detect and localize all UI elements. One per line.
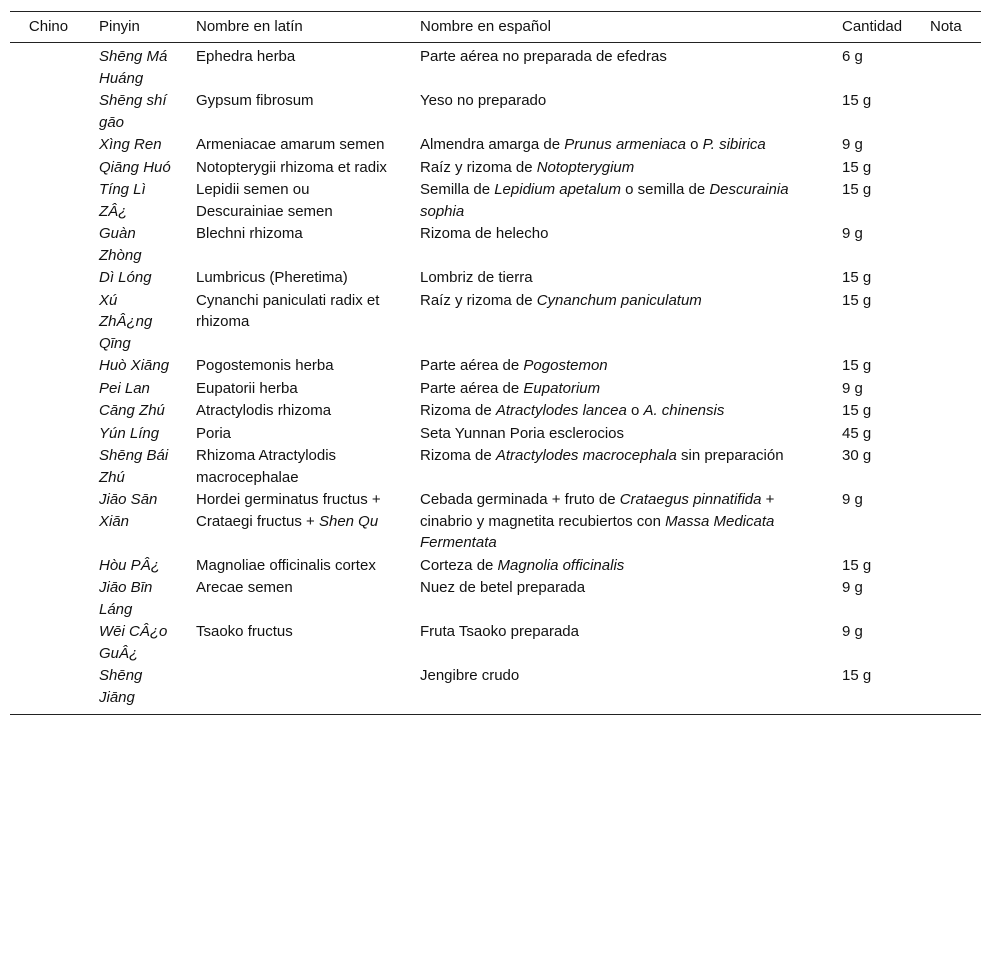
cell-quantity: 9 g <box>842 136 863 153</box>
table-row <box>10 43 981 91</box>
col-header-pinyin: Pinyin <box>87 12 184 43</box>
cell-quantity: 15 g <box>830 665 918 715</box>
cell-latin-name: Cynanchi paniculati radix et rhizoma <box>196 291 380 330</box>
cell-spanish-name <box>408 621 830 665</box>
cell-quantity: 30 g <box>842 447 872 464</box>
italic-segment: Descurainia sophia <box>420 181 789 220</box>
cell-pinyin: Shēng Bái Zhú <box>99 447 169 486</box>
cell-quantity: 15 g <box>842 402 872 419</box>
italic-segment: A. chinensis <box>643 402 725 419</box>
cell-spanish-name <box>408 378 830 401</box>
cell-pinyin: Cāng Zhú <box>99 402 165 419</box>
cell-latin-name: Magnoliae officinalis cortex <box>196 556 376 574</box>
cell-pinyin: Yún Líng <box>99 424 160 442</box>
italic-segment: Notopterygium <box>536 158 635 176</box>
text-segment: + cinabrio y magnetita recubiertos con <box>420 491 775 530</box>
table-row <box>10 577 981 621</box>
text-segment: Almendra amarga de <box>420 136 565 153</box>
text-segment: Nuez de betel preparada <box>420 579 586 596</box>
cell-chinese <box>10 423 87 446</box>
italic-segment: Cynanchum paniculatum <box>536 291 702 309</box>
cell-latin-name: Eupatorii herba <box>196 379 298 397</box>
cell-spanish-name <box>408 223 830 267</box>
cell-pinyin: Dì Lóng <box>99 269 152 286</box>
table-row <box>10 157 981 180</box>
text-segment: o semilla de <box>620 181 710 198</box>
cell-spanish-name <box>408 267 830 290</box>
cell-chinese <box>10 90 87 134</box>
table-row <box>10 445 981 489</box>
cell-note <box>918 43 981 91</box>
cell-quantity: 15 g <box>842 92 872 109</box>
cell-chinese <box>10 290 87 356</box>
text-segment: Yeso no preparado <box>420 92 547 109</box>
cell-chinese <box>10 355 87 378</box>
cell-quantity: 15 g <box>842 556 872 574</box>
cell-note <box>918 267 981 290</box>
cell-latin-name: Arecae semen <box>196 579 293 596</box>
cell-spanish-name <box>408 134 830 157</box>
italic-segment: Pogostemon <box>523 357 608 374</box>
cell-pinyin: Wēi CÂ¿o GuÂ¿ <box>99 623 168 662</box>
table-row <box>10 423 981 446</box>
italic-segment: Prunus armeniaca <box>564 136 686 153</box>
cell-note <box>918 179 981 223</box>
cell-spanish-name <box>408 577 830 621</box>
table-body <box>10 43 981 715</box>
italic-segment: Atractylodes lancea <box>495 402 627 419</box>
cell-note <box>918 157 981 180</box>
cell-latin-name: Lepidii semen ou Descurainiae semen <box>196 181 333 220</box>
cell-latin-name: Pogostemonis herba <box>196 357 334 374</box>
text-segment: Semilla de <box>420 181 495 198</box>
italic-segment: Shen Qu <box>318 512 379 530</box>
text-segment: o <box>685 136 703 153</box>
cell-chinese <box>10 577 87 621</box>
text-segment: Corteza de <box>420 556 498 574</box>
cell-note <box>918 423 981 446</box>
table-row <box>10 555 981 578</box>
text-segment: Parte aérea de <box>420 379 524 397</box>
cell-latin-name: Notopterygii rhizoma et radix <box>196 158 387 176</box>
text-segment: Parte aérea de <box>420 357 524 374</box>
cell-pinyin: Guàn Zhòng <box>99 225 142 264</box>
italic-segment: Massa Medicata Fermentata <box>420 512 775 551</box>
cell-spanish-name <box>408 665 830 715</box>
cell-latin-name <box>184 489 408 555</box>
cell-pinyin: Huò Xiāng <box>99 357 170 374</box>
cell-spanish-name <box>408 489 830 555</box>
italic-segment: Crataegus pinnatifida <box>619 491 762 508</box>
cell-pinyin: Tíng Lì ZÂ¿ <box>99 181 146 220</box>
text-segment: Parte aérea no preparada de efedras <box>420 48 667 65</box>
cell-latin-name: Lumbricus (Pheretima) <box>196 269 348 286</box>
cell-note <box>918 445 981 489</box>
cell-pinyin: Hòu PÂ¿ <box>99 556 160 574</box>
table-row <box>10 267 981 290</box>
text-segment: Lombriz de tierra <box>420 269 533 286</box>
cell-latin-name: Poria <box>196 424 232 442</box>
table-row <box>10 621 981 665</box>
cell-quantity: 9 g <box>842 579 863 596</box>
italic-segment: Eupatorium <box>523 379 601 397</box>
cell-spanish-name <box>408 355 830 378</box>
cell-chinese <box>10 445 87 489</box>
cell-quantity: 15 g <box>842 291 872 309</box>
italic-segment: Magnolia officinalis <box>497 556 625 574</box>
cell-quantity: 9 g <box>842 491 863 508</box>
cell-latin-name: Armeniacae amarum semen <box>196 136 385 153</box>
cell-latin-name <box>184 665 408 715</box>
cell-pinyin: Xìng Ren <box>99 136 162 153</box>
table-row <box>10 90 981 134</box>
cell-quantity: 6 g <box>842 48 863 65</box>
text-segment: Raíz y rizoma de <box>420 291 537 309</box>
cell-pinyin: Shēng Má Huáng <box>99 48 168 87</box>
cell-pinyin: Shēng Jiāng <box>87 665 184 715</box>
cell-latin-name: Atractylodis rhizoma <box>196 402 332 419</box>
cell-latin-name: Blechni rhizoma <box>196 225 303 242</box>
cell-pinyin: Xú ZhÂ¿ng Qīng <box>99 291 153 352</box>
cell-note <box>918 134 981 157</box>
cell-quantity: 9 g <box>842 623 863 640</box>
table-row <box>10 179 981 223</box>
text-segment: Rizoma de helecho <box>420 225 549 242</box>
col-header-quantity: Cantidad <box>830 12 918 43</box>
italic-segment: Lepidium apetalum <box>494 181 621 198</box>
cell-note <box>918 555 981 578</box>
cell-chinese <box>10 489 87 555</box>
text-segment: sin preparación <box>676 447 784 464</box>
text-segment: Raíz y rizoma de <box>420 158 537 176</box>
cell-chinese <box>10 400 87 423</box>
table-row <box>10 290 981 356</box>
cell-spanish-name <box>408 43 830 91</box>
cell-latin-name: Tsaoko fructus <box>196 623 293 640</box>
cell-note <box>918 489 981 555</box>
table-row <box>10 489 981 555</box>
table-row <box>10 665 981 715</box>
cell-chinese <box>10 179 87 223</box>
col-header-latin: Nombre en latín <box>184 12 408 43</box>
text-segment: o <box>626 402 644 419</box>
table-row <box>10 223 981 267</box>
cell-chinese <box>10 223 87 267</box>
cell-note <box>918 290 981 356</box>
cell-chinese <box>10 134 87 157</box>
cell-quantity: 9 g <box>842 379 863 397</box>
cell-chinese <box>10 43 87 91</box>
col-header-note: Nota <box>918 12 981 43</box>
table-row <box>10 134 981 157</box>
cell-pinyin: Qiāng Huó <box>99 158 171 176</box>
text-segment: Seta Yunnan Poria esclerocios <box>420 424 625 442</box>
cell-latin-name: Ephedra herba <box>196 48 296 65</box>
cell-pinyin: Pei Lan <box>99 379 150 397</box>
cell-quantity: 15 g <box>842 181 872 198</box>
cell-chinese <box>10 378 87 401</box>
herb-formula-table <box>10 11 981 715</box>
text-segment: Rizoma de <box>420 402 496 419</box>
table-row <box>10 378 981 401</box>
text-segment: Fruta Tsaoko preparada <box>420 623 579 640</box>
cell-note <box>918 355 981 378</box>
col-header-chinese: Chino <box>10 12 87 43</box>
cell-spanish-name <box>408 555 830 578</box>
cell-spanish-name <box>408 423 830 446</box>
italic-segment: P. sibirica <box>702 136 766 153</box>
col-header-spanish: Nombre en español <box>408 12 830 43</box>
cell-quantity: 9 g <box>842 225 863 242</box>
cell-note <box>918 400 981 423</box>
cell-pinyin: Jiāo Sān Xiān <box>99 491 158 530</box>
cell-chinese <box>10 621 87 665</box>
cell-spanish-name <box>408 90 830 134</box>
table-row <box>10 400 981 423</box>
cell-quantity: 15 g <box>842 269 872 286</box>
cell-pinyin: Shēng shí gāo <box>99 92 167 131</box>
cell-note <box>918 378 981 401</box>
cell-note <box>918 90 981 134</box>
cell-quantity: 15 g <box>842 158 872 176</box>
cell-chinese <box>10 555 87 578</box>
italic-segment: Atractylodes macrocephala <box>495 447 677 464</box>
cell-pinyin: Jiāo Bīn Láng <box>99 579 153 618</box>
text-segment: Rizoma de <box>420 447 496 464</box>
cell-latin-name: Gypsum fibrosum <box>196 92 314 109</box>
text-segment: Hordei germinatus fructus + Crataegi fructus + <box>196 491 381 530</box>
table-row <box>10 355 981 378</box>
text-segment: Cebada germinada + fruto de <box>420 491 620 508</box>
cell-chinese <box>10 267 87 290</box>
text-segment: Jengibre crudo <box>420 667 520 684</box>
table-header <box>10 12 981 43</box>
cell-note <box>918 577 981 621</box>
cell-chinese <box>10 665 87 715</box>
cell-chinese <box>10 157 87 180</box>
cell-note <box>918 665 981 715</box>
cell-spanish-name <box>408 400 830 423</box>
cell-spanish-name <box>408 157 830 180</box>
cell-note <box>918 223 981 267</box>
header-row <box>10 12 981 43</box>
cell-spanish-name <box>408 179 830 223</box>
cell-latin-name: Rhizoma Atractylodis macrocephalae <box>196 447 337 486</box>
cell-quantity: 45 g <box>842 424 872 442</box>
cell-spanish-name <box>408 445 830 489</box>
cell-note <box>918 621 981 665</box>
cell-quantity: 15 g <box>842 357 872 374</box>
cell-spanish-name <box>408 290 830 356</box>
